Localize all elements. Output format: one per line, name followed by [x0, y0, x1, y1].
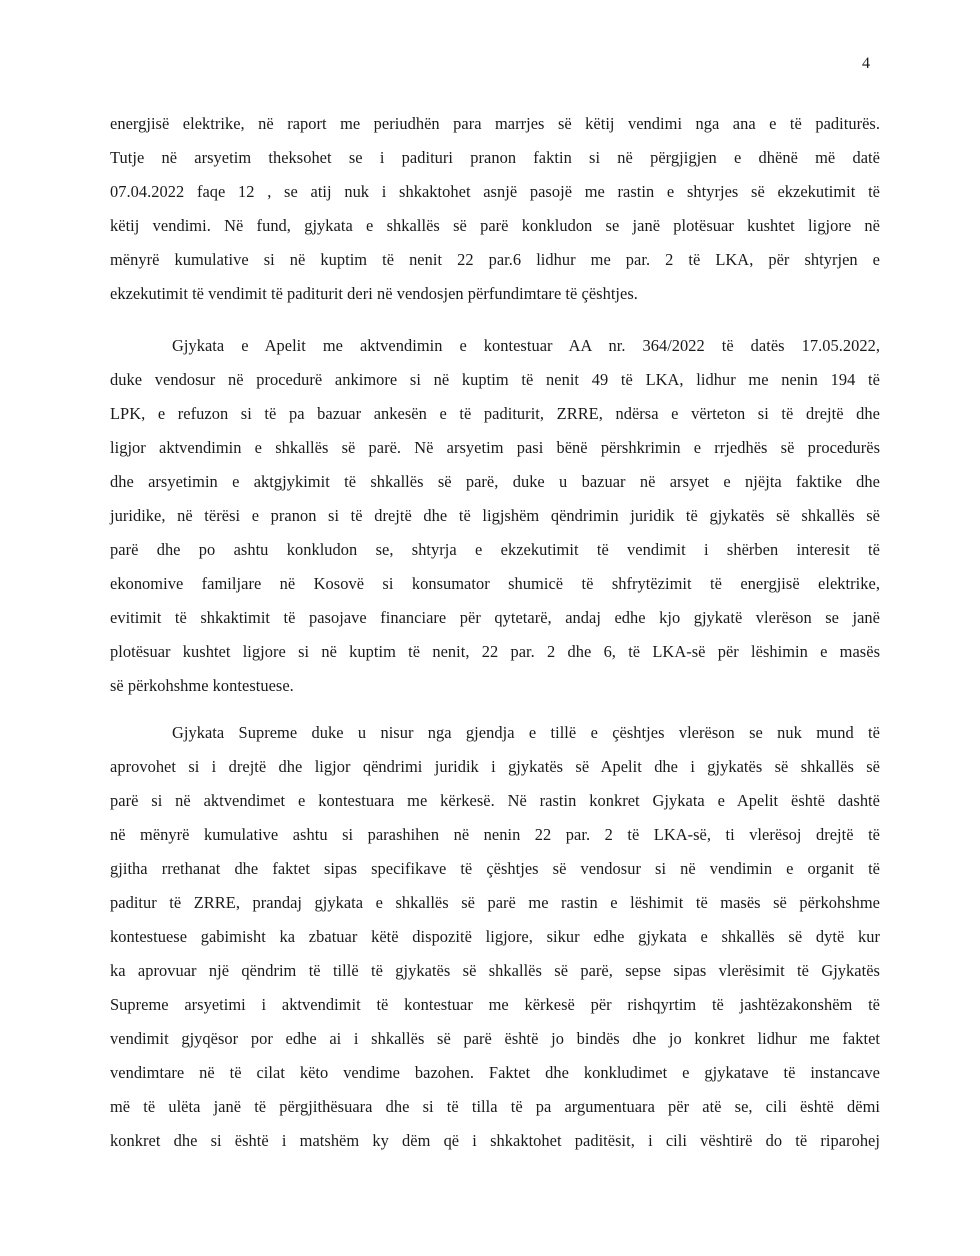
text-line: në mënyrë kumulative ashtu si parashihen në nenin 22 par. 2 të LKA-së, ti vlerësoj drejtë të — [110, 825, 880, 844]
text-line: mënyrë kumulative si në kuptim të nenit 22 par.6 lidhur me par. 2 të LKA, për shtyrjen e — [110, 250, 880, 269]
text-line: më të ulëta janë të përgjithësuara dhe si të tilla të pa argumentuara për atë se, cili është dëmi — [110, 1097, 880, 1116]
text-line: parë si në aktvendimet e kontestuara me kërkesë. Në rastin konkret Gjykata e Apelit është dashtë — [110, 791, 880, 810]
paragraph-3 — [110, 716, 880, 1158]
text-line: LPK, e refuzon si të pa bazuar ankesën e të paditurit, ZRRE, ndërsa e vërteton si të drejtë dhe — [110, 404, 880, 423]
text-line: vendimtare në të cilat këto vendime bazohen. Faktet dhe konkludimet e gjykatave të instancave — [110, 1063, 880, 1082]
text-line: Gjykata e Apelit me aktvendimin e kontestuar AA nr. 364/2022 të datës 17.05.2022, — [172, 336, 880, 355]
text-line: ka aprovuar një qëndrim të tillë të gjykatës së shkallës së parë, sepse sipas vlerësimit të Gjykatës — [110, 961, 880, 980]
text-line: vendimit gjyqësor por edhe ai i shkallës së parë është jo bindës dhe jo konkret lidhur me faktet — [110, 1029, 880, 1048]
paragraph-2 — [110, 329, 880, 703]
text-line: juridike, në tërësi e pranon si të drejtë dhe të ligjshëm qëndrimin juridik të gjykatës së shkallës së — [110, 506, 880, 525]
text-line: ekzekutimit të vendimit të paditurit deri në vendosjen përfundimtare të çështjes. — [110, 284, 638, 303]
text-line: gjitha rrethanat dhe faktet sipas specifikave të çështjes së vendosur si në vendimin e organit të — [110, 859, 880, 878]
text-line: dhe arsyetimin e aktgjykimit të shkallës së parë, duke u bazuar në arsyet e njëjta faktike dhe — [110, 472, 880, 491]
text-line: evitimit të shkaktimit të pasojave financiare për qytetarë, andaj edhe kjo gjykatë vlerëson se janë — [110, 608, 880, 627]
text-line: aprovohet si i drejtë dhe ligjor qëndrimi juridik i gjykatës së Apelit dhe i gjykatës së shkallës së — [110, 757, 880, 776]
text-line: Supreme arsyetimi i aktvendimit të kontestuar me kërkesë për rishqyrtim të jashtëzakonshëm të — [110, 995, 880, 1014]
text-line: këtij vendimi. Në fund, gjykata e shkallës së parë konkludon se janë plotësuar kushtet ligjore në — [110, 216, 880, 235]
text-line: paditur të ZRRE, prandaj gjykata e shkallës së parë me rastin e lëshimit të masës së përkohshme — [110, 893, 880, 912]
paragraph-1 — [110, 107, 880, 311]
text-line: Gjykata Supreme duke u nisur nga gjendja e tillë e çështjes vlerëson se nuk mund të — [172, 723, 880, 742]
text-line: ligjor aktvendimin e shkallës së parë. Në arsyetim pasi bënë përshkrimin e rrjedhës së procedurës — [110, 438, 880, 457]
text-line: energjisë elektrike, në raport me periudhën para marrjes së këtij vendimi nga ana e të paditurës. — [110, 114, 880, 133]
text-line: Tutje në arsyetim theksohet se i padituri pranon faktin si në përgjigjen e dhënë më datë — [110, 148, 880, 167]
text-line: parë dhe po ashtu konkludon se, shtyrja e ekzekutimit të vendimit i shërben interesit të — [110, 540, 880, 559]
text-line: kontestuese gabimisht ka zbatuar këtë dispozitë ligjore, sikur edhe gjykata e shkallës së dytë kur — [110, 927, 880, 946]
text-line: konkret dhe si është i matshëm ky dëm që i shkaktohet paditësit, i cili vështirë do të riparohej — [110, 1131, 880, 1150]
text-line: ekonomive familjare në Kosovë si konsumator shumicë të shfrytëzimit të energjisë elektrike, — [110, 574, 880, 593]
text-line: së përkohshme kontestuese. — [110, 676, 294, 695]
text-line: plotësuar kushtet ligjore si në kuptim të nenit, 22 par. 2 dhe 6, të LKA-së për lëshimin e masës — [110, 642, 880, 661]
page-number: 4 — [862, 55, 870, 72]
text-line: duke vendosur në procedurë ankimore si në kuptim të nenit 49 të LKA, lidhur me nenin 194 të — [110, 370, 880, 389]
text-line: 07.04.2022 faqe 12 , se atij nuk i shkaktohet asnjë pasojë me rastin e shtyrjes së ekzekutimit të — [110, 182, 880, 201]
